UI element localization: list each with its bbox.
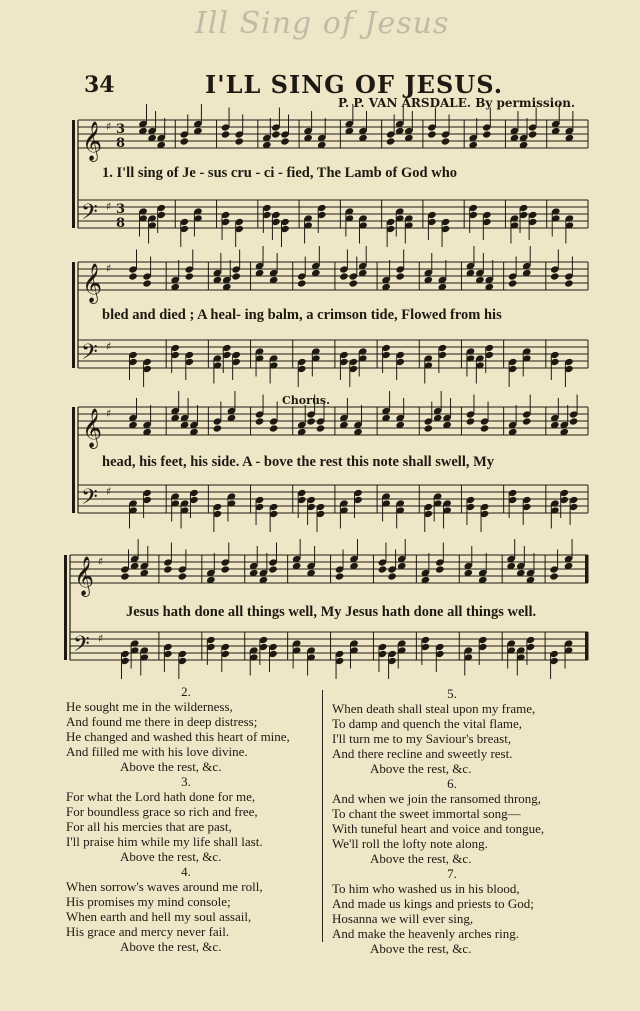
note-head bbox=[395, 272, 405, 280]
verse-5 bbox=[332, 686, 592, 776]
system-brace bbox=[72, 120, 75, 228]
verse-refrain: Above the rest, &c. bbox=[370, 761, 472, 776]
note-head bbox=[128, 272, 138, 280]
note-head bbox=[231, 272, 241, 280]
handwritten-signature: Ill Sing of Jesus bbox=[195, 6, 450, 41]
verse-line: To chant the sweet immortal song— bbox=[332, 806, 521, 821]
verse-line: We'll roll the lofty note along. bbox=[332, 836, 488, 851]
note-head bbox=[427, 130, 437, 138]
note-head bbox=[569, 417, 579, 425]
verse-line: With tuneful heart and voice and tongue, bbox=[332, 821, 545, 836]
note-head bbox=[339, 272, 349, 280]
note-head bbox=[269, 424, 279, 432]
verse-line: When sorrow's waves around me roll, bbox=[66, 879, 263, 894]
note-head bbox=[423, 424, 433, 432]
note-head bbox=[220, 565, 230, 573]
chorus-label: Chorus. bbox=[282, 394, 330, 407]
verse-line: And make the heavenly arches ring. bbox=[332, 926, 519, 941]
verse-number: 3. bbox=[181, 774, 191, 789]
note-head bbox=[378, 565, 388, 573]
verse-line: Hosanna we will ever sing, bbox=[332, 911, 474, 926]
lyric-line-2: bled and died ; A heal- ing balm, a crimson tide, Flowed from his bbox=[102, 307, 502, 323]
note-head bbox=[297, 279, 307, 287]
note-head bbox=[387, 572, 397, 580]
treble-clef: 𝄞 bbox=[82, 263, 103, 303]
verse-line: And when we join the ransomed throng, bbox=[332, 791, 542, 806]
note-head bbox=[280, 137, 290, 145]
note-head bbox=[255, 417, 265, 425]
treble-clef: 𝄞 bbox=[82, 121, 103, 161]
note-head bbox=[142, 279, 152, 287]
note-head bbox=[213, 424, 223, 432]
sharp-sign: ♯ bbox=[106, 340, 112, 353]
bass-clef: 𝄢 bbox=[81, 340, 98, 370]
sharp-sign: ♯ bbox=[98, 555, 104, 568]
treble-clef: 𝄞 bbox=[82, 408, 103, 448]
note-head bbox=[386, 137, 396, 145]
verse-refrain: Above the rest, &c. bbox=[370, 941, 472, 956]
sharp-sign: ♯ bbox=[106, 407, 112, 420]
verse-4 bbox=[66, 864, 326, 954]
note-head bbox=[221, 130, 231, 138]
time-signature: 3 bbox=[116, 202, 126, 217]
time-signature: 8 bbox=[116, 216, 126, 231]
sharp-sign: ♯ bbox=[98, 632, 104, 645]
verse-line: For what the Lord hath done for me, bbox=[66, 789, 256, 804]
note-head bbox=[234, 137, 244, 145]
note-head bbox=[466, 417, 476, 425]
note-head bbox=[564, 279, 574, 287]
lyric-line-4: Jesus hath done all things well, My Jesus hath done all things well. bbox=[126, 604, 537, 620]
bass-clef: 𝄢 bbox=[81, 485, 98, 515]
verse-line: And there recline and sweetly rest. bbox=[332, 746, 513, 761]
verse-2 bbox=[66, 684, 326, 774]
verse-line: His promises my mind console; bbox=[66, 894, 231, 909]
note-head bbox=[528, 130, 538, 138]
note-head bbox=[184, 272, 194, 280]
sharp-sign: ♯ bbox=[106, 120, 112, 133]
note-head bbox=[163, 565, 173, 573]
verse-line: To damp and quench the vital flame, bbox=[332, 716, 523, 731]
final-barline bbox=[585, 555, 588, 583]
time-signature: 3 bbox=[116, 122, 126, 137]
note-head bbox=[482, 130, 492, 138]
verse-line: And filled me with his love divine. bbox=[66, 744, 248, 759]
verse-line: He sought me in the wilderness, bbox=[66, 699, 233, 714]
note-head bbox=[435, 565, 445, 573]
verse-refrain: Above the rest, &c. bbox=[120, 939, 222, 954]
system-brace bbox=[72, 407, 75, 513]
note-head bbox=[306, 417, 316, 425]
bass-clef: 𝄢 bbox=[73, 632, 90, 662]
note-head bbox=[120, 572, 130, 580]
bass-clef: 𝄢 bbox=[81, 200, 98, 230]
verse-line: I'll turn me to my Saviour's breast, bbox=[332, 731, 512, 746]
sharp-sign: ♯ bbox=[106, 262, 112, 275]
note-head bbox=[522, 417, 532, 425]
verse-line: He changed and washed this heart of mine, bbox=[66, 729, 290, 744]
verse-refrain: Above the rest, &c. bbox=[370, 851, 472, 866]
verse-line: When death shall steal upon my frame, bbox=[332, 701, 536, 716]
verse-line: When earth and hell my soul assail, bbox=[66, 909, 252, 924]
note-head bbox=[441, 137, 451, 145]
sharp-sign: ♯ bbox=[106, 200, 112, 213]
note-head bbox=[179, 137, 189, 145]
verse-7 bbox=[332, 866, 592, 956]
verse-3 bbox=[66, 774, 326, 864]
verse-refrain: Above the rest, &c. bbox=[120, 849, 222, 864]
verse-number: 6. bbox=[447, 776, 457, 791]
page-number: 34 bbox=[84, 72, 115, 98]
verse-line: And made us kings and priests to God; bbox=[332, 896, 534, 911]
system-brace bbox=[64, 555, 67, 660]
note-head bbox=[549, 572, 559, 580]
note-head bbox=[316, 424, 326, 432]
note-head bbox=[508, 279, 518, 287]
lyric-line-3: head, his feet, his side. A - bove the rest this note shall swell, My bbox=[102, 454, 495, 470]
verse-refrain: Above the rest, &c. bbox=[120, 759, 222, 774]
note-head bbox=[268, 565, 278, 573]
verse-line: His grace and mercy never fail. bbox=[66, 924, 230, 939]
verse-number: 7. bbox=[447, 866, 457, 881]
verse-line: To him who washed us in his blood, bbox=[332, 881, 520, 896]
note-head bbox=[335, 572, 345, 580]
verse-number: 4. bbox=[181, 864, 191, 879]
treble-clef: 𝄞 bbox=[74, 556, 95, 596]
note-head bbox=[178, 572, 188, 580]
note-head bbox=[480, 424, 490, 432]
note-head bbox=[550, 272, 560, 280]
verse-6 bbox=[332, 776, 592, 866]
composer-attribution: P. P. VAN ARSDALE. By permission. bbox=[338, 96, 576, 110]
lyric-line-1: 1. I'll sing of Je - sus cru - ci - fied, The Lamb of God who bbox=[102, 165, 458, 181]
verse-line: I'll praise him while my life shall last. bbox=[66, 834, 263, 849]
hymn-title: I'LL SING OF JESUS. bbox=[205, 70, 504, 99]
system-brace bbox=[72, 262, 75, 368]
final-barline bbox=[585, 632, 588, 660]
sharp-sign: ♯ bbox=[106, 485, 112, 498]
verse-number: 5. bbox=[447, 686, 457, 701]
time-signature: 8 bbox=[116, 136, 126, 151]
note-head bbox=[271, 130, 281, 138]
verse-line: For boundless grace so rich and free, bbox=[66, 804, 258, 819]
verse-number: 2. bbox=[181, 684, 191, 699]
verse-line: And found me there in deep distress; bbox=[66, 714, 258, 729]
note-head bbox=[349, 279, 359, 287]
verse-line: For all his mercies that are past, bbox=[66, 819, 232, 834]
